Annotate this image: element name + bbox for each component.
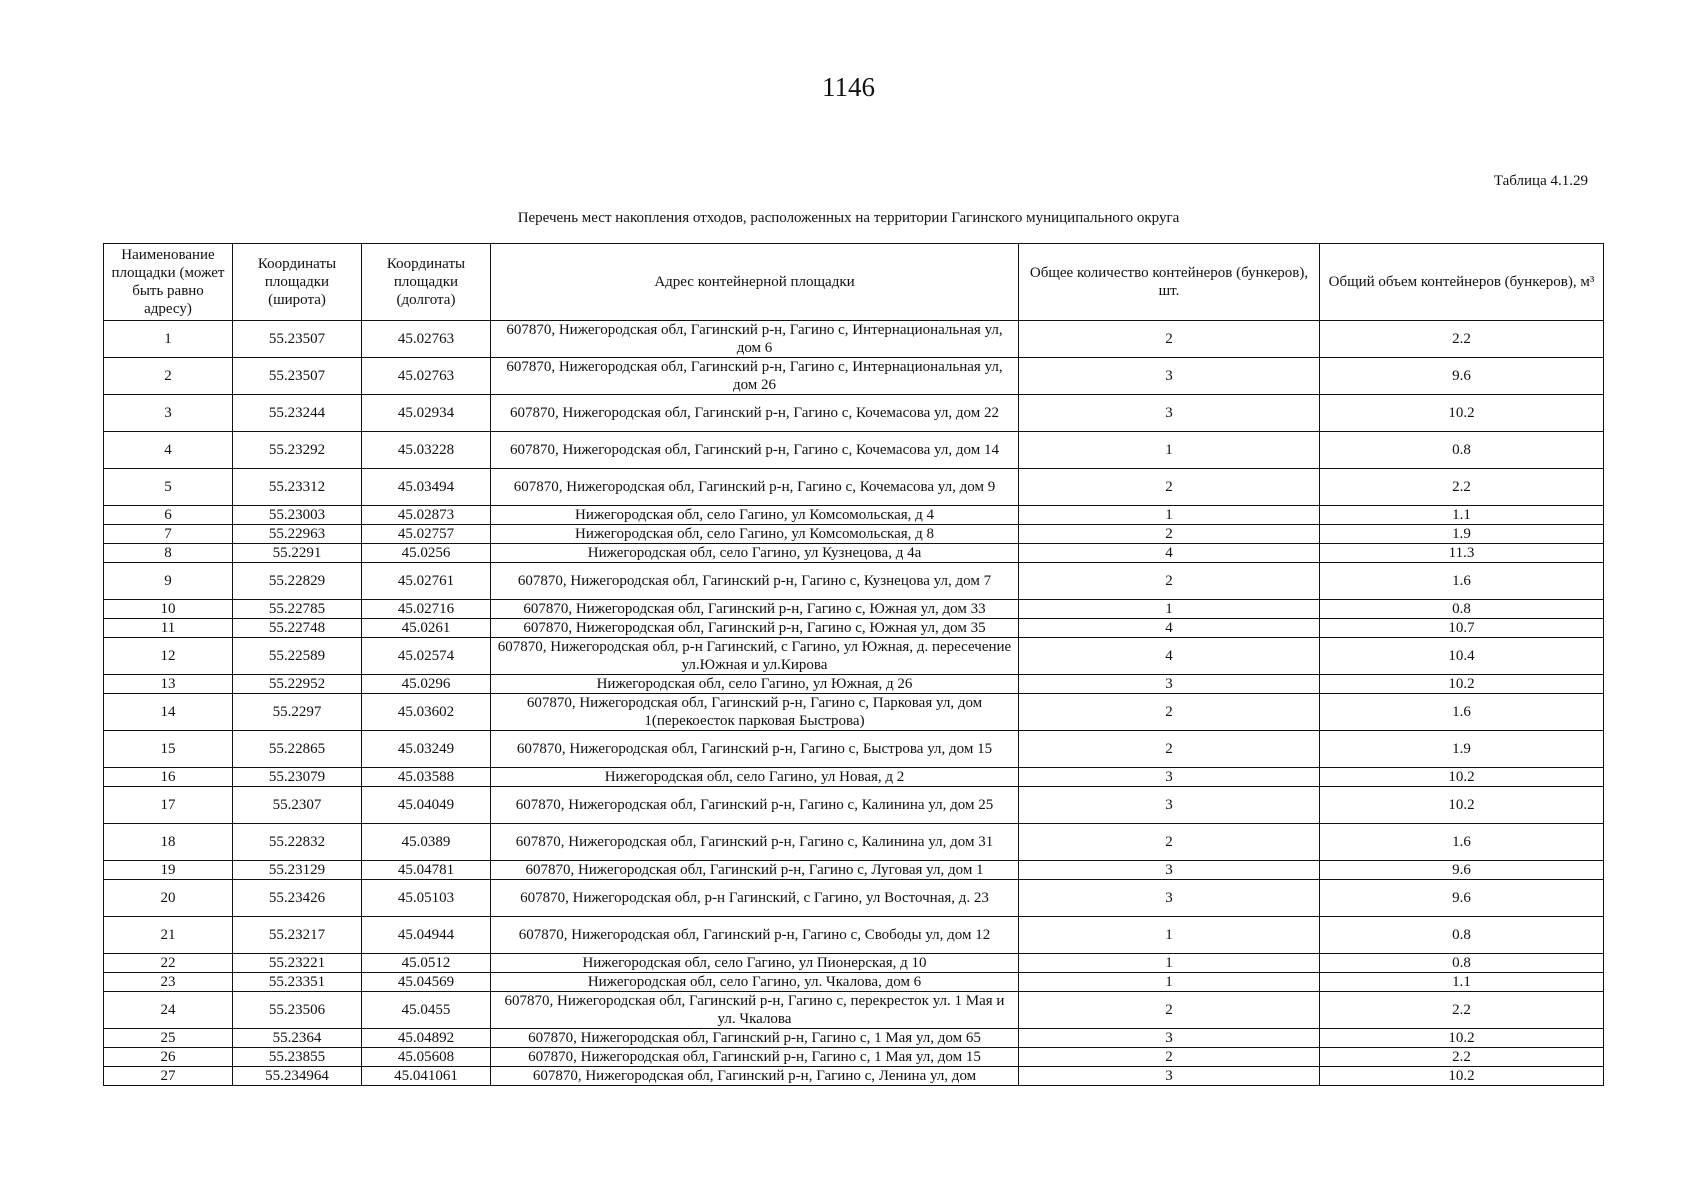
count-cell: 3 [1019,395,1320,432]
latitude-cell: 55.2291 [233,544,362,563]
table-row [104,992,1604,1029]
latitude-cell: 55.22748 [233,619,362,638]
latitude-cell: 55.22963 [233,525,362,544]
longitude-cell: 45.041061 [362,1067,491,1086]
table-label: Таблица 4.1.29 [1493,173,1588,189]
waste-sites-table [103,243,1604,1086]
longitude-cell: 45.03494 [362,469,491,506]
volume-cell: 0.8 [1320,600,1604,619]
volume-cell: 1.6 [1320,824,1604,861]
longitude-cell: 45.04049 [362,787,491,824]
volume-cell: 2.2 [1320,1048,1604,1067]
count-cell: 4 [1019,638,1320,675]
table-row [104,506,1604,525]
latitude-cell: 55.23129 [233,861,362,880]
table-row [104,954,1604,973]
longitude-cell: 45.02716 [362,600,491,619]
longitude-cell: 45.04892 [362,1029,491,1048]
latitude-cell: 55.23003 [233,506,362,525]
count-cell: 3 [1019,358,1320,395]
count-cell: 2 [1019,1048,1320,1067]
site-id-cell: 25 [104,1029,233,1048]
volume-cell: 1.1 [1320,973,1604,992]
latitude-cell: 55.23506 [233,992,362,1029]
table-row [104,675,1604,694]
volume-cell: 0.8 [1320,954,1604,973]
site-id-cell: 2 [104,358,233,395]
address-cell: Нижегородская обл, село Гагино, ул Комсомольская, д 8 [491,525,1019,544]
site-id-cell: 19 [104,861,233,880]
latitude-cell: 55.23855 [233,1048,362,1067]
longitude-cell: 45.05103 [362,880,491,917]
address-cell: Нижегородская обл, село Гагино, ул Комсомольская, д 4 [491,506,1019,525]
longitude-cell: 45.0261 [362,619,491,638]
address-cell: 607870, Нижегородская обл, Гагинский р-н, Гагино с, Интернациональная ул, дом 26 [491,358,1019,395]
longitude-cell: 45.02574 [362,638,491,675]
address-cell: Нижегородская обл, село Гагино, ул. Чкалова, дом 6 [491,973,1019,992]
address-cell: 607870, Нижегородская обл, Гагинский р-н, Гагино с, Калинина ул, дом 25 [491,787,1019,824]
volume-cell: 10.2 [1320,1029,1604,1048]
table-row [104,824,1604,861]
latitude-cell: 55.23244 [233,395,362,432]
volume-cell: 10.2 [1320,768,1604,787]
header-container-volume: Общий объем контейнеров (бункеров), м³ [1320,244,1604,321]
volume-cell: 0.8 [1320,432,1604,469]
table-row [104,1067,1604,1086]
table-row [104,787,1604,824]
table-row [104,358,1604,395]
longitude-cell: 45.0256 [362,544,491,563]
count-cell: 1 [1019,954,1320,973]
site-id-cell: 23 [104,973,233,992]
count-cell: 3 [1019,787,1320,824]
table-row [104,973,1604,992]
address-cell: 607870, Нижегородская обл, Гагинский р-н, Гагино с, Ленина ул, дом [491,1067,1019,1086]
table-row [104,563,1604,600]
volume-cell: 1.9 [1320,731,1604,768]
volume-cell: 10.2 [1320,787,1604,824]
header-container-count: Общее количество контейнеров (бункеров), шт. [1019,244,1320,321]
volume-cell: 9.6 [1320,861,1604,880]
count-cell: 2 [1019,525,1320,544]
latitude-cell: 55.23507 [233,321,362,358]
table-row [104,638,1604,675]
latitude-cell: 55.22952 [233,675,362,694]
site-id-cell: 5 [104,469,233,506]
table-row [104,694,1604,731]
longitude-cell: 45.0389 [362,824,491,861]
volume-cell: 0.8 [1320,917,1604,954]
latitude-cell: 55.23292 [233,432,362,469]
longitude-cell: 45.02761 [362,563,491,600]
volume-cell: 10.2 [1320,1067,1604,1086]
address-cell: 607870, Нижегородская обл, Гагинский р-н, Гагино с, Свободы ул, дом 12 [491,917,1019,954]
address-cell: Нижегородская обл, село Гагино, ул Южная, д 26 [491,675,1019,694]
count-cell: 3 [1019,675,1320,694]
header-latitude: Координаты площадки (широта) [233,244,362,321]
volume-cell: 1.6 [1320,563,1604,600]
table-row [104,321,1604,358]
site-id-cell: 11 [104,619,233,638]
site-id-cell: 17 [104,787,233,824]
count-cell: 2 [1019,992,1320,1029]
table-row [104,1029,1604,1048]
volume-cell: 11.3 [1320,544,1604,563]
count-cell: 3 [1019,861,1320,880]
header-site-name: Наименование площадки (может быть равно адресу) [104,244,233,321]
latitude-cell: 55.22785 [233,600,362,619]
address-cell: 607870, Нижегородская обл, Гагинский р-н, Гагино с, Кочемасова ул, дом 9 [491,469,1019,506]
page-number: 1146 [822,72,875,102]
longitude-cell: 45.02873 [362,506,491,525]
count-cell: 3 [1019,1067,1320,1086]
address-cell: 607870, Нижегородская обл, р-н Гагинский, с Гагино, ул Восточная, д. 23 [491,880,1019,917]
count-cell: 1 [1019,973,1320,992]
table-row [104,525,1604,544]
longitude-cell: 45.05608 [362,1048,491,1067]
table-row [104,600,1604,619]
volume-cell: 10.2 [1320,395,1604,432]
site-id-cell: 18 [104,824,233,861]
site-id-cell: 22 [104,954,233,973]
site-id-cell: 16 [104,768,233,787]
site-id-cell: 4 [104,432,233,469]
volume-cell: 9.6 [1320,880,1604,917]
latitude-cell: 55.23312 [233,469,362,506]
count-cell: 2 [1019,731,1320,768]
table-header-row [104,244,1604,321]
latitude-cell: 55.23351 [233,973,362,992]
table-row [104,544,1604,563]
table-row [104,469,1604,506]
latitude-cell: 55.23221 [233,954,362,973]
volume-cell: 10.7 [1320,619,1604,638]
address-cell: 607870, Нижегородская обл, Гагинский р-н, Гагино с, Быстрова ул, дом 15 [491,731,1019,768]
count-cell: 3 [1019,880,1320,917]
latitude-cell: 55.2307 [233,787,362,824]
address-cell: 607870, Нижегородская обл, Гагинский р-н, Гагино с, Южная ул, дом 35 [491,619,1019,638]
longitude-cell: 45.0512 [362,954,491,973]
table-title: Перечень мест накопления отходов, расположенных на территории Гагинского муниципального округа [517,210,1180,226]
address-cell: 607870, Нижегородская обл, Гагинский р-н, Гагино с, Интернациональная ул, дом 6 [491,321,1019,358]
latitude-cell: 55.234964 [233,1067,362,1086]
longitude-cell: 45.03249 [362,731,491,768]
site-id-cell: 24 [104,992,233,1029]
table-row [104,880,1604,917]
site-id-cell: 14 [104,694,233,731]
address-cell: Нижегородская обл, село Гагино, ул Кузнецова, д 4а [491,544,1019,563]
header-address: Адрес контейнерной площадки [491,244,1019,321]
latitude-cell: 55.22832 [233,824,362,861]
site-id-cell: 20 [104,880,233,917]
address-cell: 607870, Нижегородская обл, Гагинский р-н, Гагино с, перекресток ул. 1 Мая и ул. Чкалова [491,992,1019,1029]
site-id-cell: 27 [104,1067,233,1086]
count-cell: 1 [1019,600,1320,619]
site-id-cell: 12 [104,638,233,675]
site-id-cell: 10 [104,600,233,619]
table-body [104,321,1604,1086]
count-cell: 2 [1019,563,1320,600]
address-cell: 607870, Нижегородская обл, р-н Гагинский, с Гагино, ул Южная, д. пересечение ул.Южная и ул.Кирова [491,638,1019,675]
longitude-cell: 45.02763 [362,358,491,395]
count-cell: 4 [1019,544,1320,563]
volume-cell: 9.6 [1320,358,1604,395]
table-row [104,917,1604,954]
count-cell: 2 [1019,824,1320,861]
count-cell: 3 [1019,768,1320,787]
latitude-cell: 55.2364 [233,1029,362,1048]
table-row [104,731,1604,768]
longitude-cell: 45.0455 [362,992,491,1029]
table-row [104,1048,1604,1067]
address-cell: 607870, Нижегородская обл, Гагинский р-н, Гагино с, Кузнецова ул, дом 7 [491,563,1019,600]
latitude-cell: 55.2297 [233,694,362,731]
volume-cell: 2.2 [1320,321,1604,358]
longitude-cell: 45.03602 [362,694,491,731]
site-id-cell: 1 [104,321,233,358]
longitude-cell: 45.03588 [362,768,491,787]
latitude-cell: 55.22829 [233,563,362,600]
longitude-cell: 45.04944 [362,917,491,954]
longitude-cell: 45.03228 [362,432,491,469]
address-cell: 607870, Нижегородская обл, Гагинский р-н, Гагино с, 1 Мая ул, дом 15 [491,1048,1019,1067]
count-cell: 2 [1019,469,1320,506]
volume-cell: 2.2 [1320,469,1604,506]
volume-cell: 10.2 [1320,675,1604,694]
table-row [104,432,1604,469]
site-id-cell: 9 [104,563,233,600]
address-cell: 607870, Нижегородская обл, Гагинский р-н, Гагино с, Парковая ул, дом 1(перекоесток парковая Быстрова) [491,694,1019,731]
address-cell: 607870, Нижегородская обл, Гагинский р-н, Гагино с, 1 Мая ул, дом 65 [491,1029,1019,1048]
longitude-cell: 45.02763 [362,321,491,358]
header-longitude: Координаты площадки (долгота) [362,244,491,321]
address-cell: 607870, Нижегородская обл, Гагинский р-н, Гагино с, Кочемасова ул, дом 22 [491,395,1019,432]
count-cell: 1 [1019,432,1320,469]
count-cell: 1 [1019,506,1320,525]
count-cell: 2 [1019,694,1320,731]
table-row [104,395,1604,432]
longitude-cell: 45.02757 [362,525,491,544]
volume-cell: 1.9 [1320,525,1604,544]
address-cell: Нижегородская обл, село Гагино, ул Новая, д 2 [491,768,1019,787]
longitude-cell: 45.04569 [362,973,491,992]
volume-cell: 1.6 [1320,694,1604,731]
latitude-cell: 55.23217 [233,917,362,954]
latitude-cell: 55.23507 [233,358,362,395]
address-cell: Нижегородская обл, село Гагино, ул Пионерская, д 10 [491,954,1019,973]
site-id-cell: 8 [104,544,233,563]
latitude-cell: 55.23079 [233,768,362,787]
address-cell: 607870, Нижегородская обл, Гагинский р-н, Гагино с, Южная ул, дом 33 [491,600,1019,619]
site-id-cell: 13 [104,675,233,694]
count-cell: 4 [1019,619,1320,638]
longitude-cell: 45.02934 [362,395,491,432]
site-id-cell: 7 [104,525,233,544]
latitude-cell: 55.22865 [233,731,362,768]
longitude-cell: 45.0296 [362,675,491,694]
table-row [104,619,1604,638]
address-cell: 607870, Нижегородская обл, Гагинский р-н, Гагино с, Кочемасова ул, дом 14 [491,432,1019,469]
site-id-cell: 21 [104,917,233,954]
volume-cell: 1.1 [1320,506,1604,525]
table-row [104,861,1604,880]
address-cell: 607870, Нижегородская обл, Гагинский р-н, Гагино с, Калинина ул, дом 31 [491,824,1019,861]
latitude-cell: 55.23426 [233,880,362,917]
count-cell: 2 [1019,321,1320,358]
site-id-cell: 15 [104,731,233,768]
volume-cell: 2.2 [1320,992,1604,1029]
count-cell: 1 [1019,917,1320,954]
volume-cell: 10.4 [1320,638,1604,675]
table-row [104,768,1604,787]
longitude-cell: 45.04781 [362,861,491,880]
address-cell: 607870, Нижегородская обл, Гагинский р-н, Гагино с, Луговая ул, дом 1 [491,861,1019,880]
count-cell: 3 [1019,1029,1320,1048]
site-id-cell: 3 [104,395,233,432]
latitude-cell: 55.22589 [233,638,362,675]
site-id-cell: 26 [104,1048,233,1067]
site-id-cell: 6 [104,506,233,525]
